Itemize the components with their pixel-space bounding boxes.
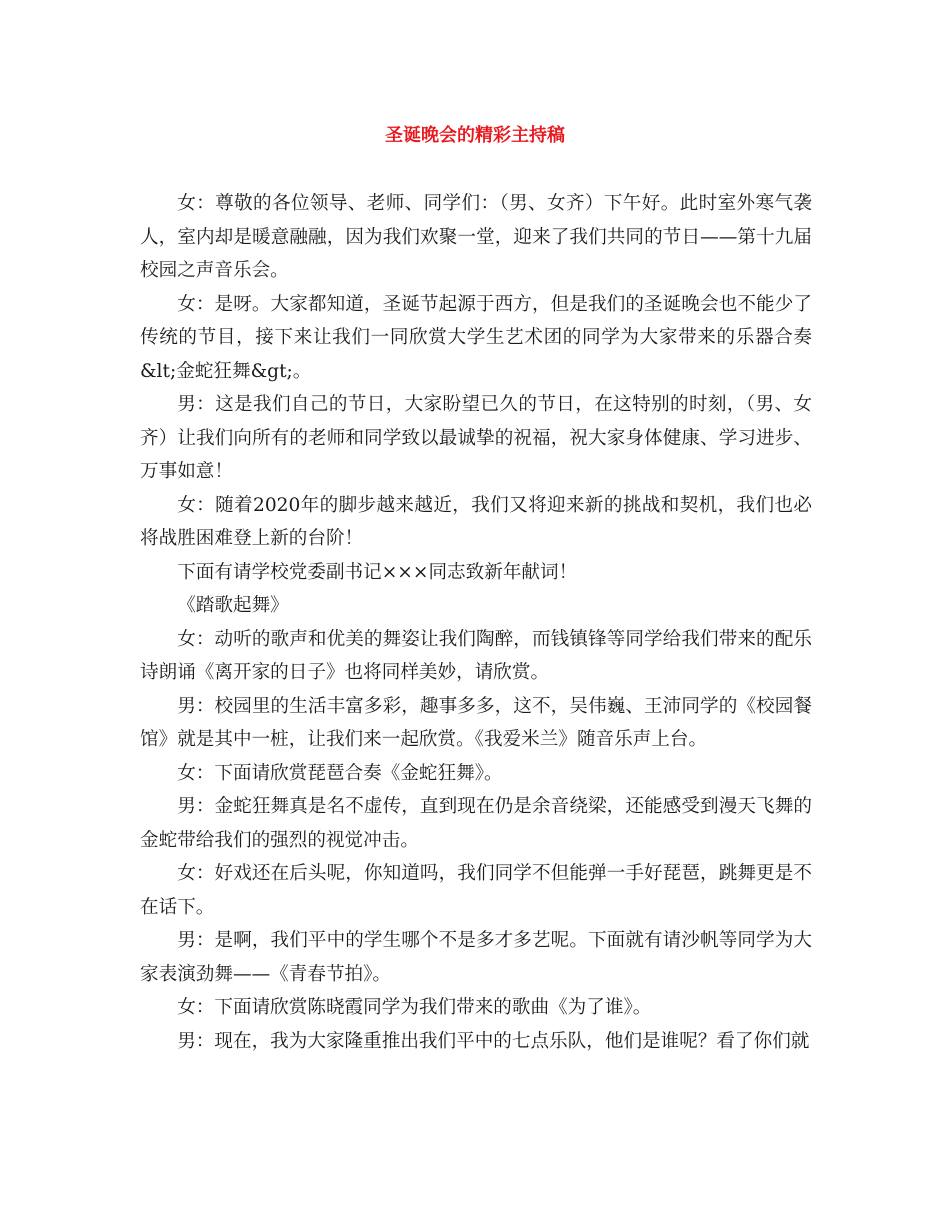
document-body — [140, 187, 812, 1058]
document-title: 圣诞晚会的精彩主持稿 — [385, 125, 565, 146]
paragraph: 女：下面请欣赏琵琶合奏《金蛇狂舞》。 — [177, 762, 503, 784]
paragraph: 女：尊敬的各位领导、老师、同学们：（男、女齐）下午好。此时室外寒气袭人，室内却是暖意融融，因为我们欢聚一堂，迎来了我们共同的节日——第十九届校园之声音乐会。 — [140, 193, 812, 281]
paragraph: 《踏歌起舞》 — [177, 595, 289, 616]
paragraph: 女：好戏还在后头呢，你知道吗，我们同学不但能弹一手好琵琶，跳舞更是不在话下。 — [140, 863, 812, 918]
paragraph: 男：校园里的生活丰富多彩，趣事多多，这不，吴伟巍、王沛同学的《校园餐馆》就是其中一桩，让我们来一起欣赏。《我爱米兰》随音乐声上台。 — [140, 695, 812, 750]
paragraph: 男：金蛇狂舞真是名不虚传，直到现在仍是余音绕梁，还能感受到漫天飞舞的金蛇带给我们的强烈的视觉冲击。 — [140, 796, 812, 851]
paragraph: 女：是呀。大家都知道，圣诞节起源于西方，但是我们的圣诞晚会也不能少了传统的节目，接下来让我们一同欣赏大学生艺术团的同学为大家带来的乐器合奏&lt;金蛇狂舞&gt;。 — [140, 293, 812, 382]
paragraph: 男：现在，我为大家隆重推出我们平中的七点乐队，他们是谁呢？看了你们就 — [177, 1030, 810, 1052]
paragraph: 女：随着2020年的脚步越来越近，我们又将迎来新的挑战和契机，我们也必将战胜困难登上新的台阶！ — [140, 494, 812, 549]
paragraph: 下面有请学校党委副书记×××同志致新年献词！ — [177, 561, 578, 583]
paragraph: 女：下面请欣赏陈晓霞同学为我们带来的歌曲《为了谁》。 — [177, 997, 652, 1018]
paragraph: 男：这是我们自己的节日，大家盼望已久的节日，在这特别的时刻，（男、女齐）让我们向所有的老师和同学致以最诚挚的祝福，祝大家身体健康、学习进步、万事如意！ — [140, 394, 812, 482]
paragraph: 女：动听的歌声和优美的舞姿让我们陶醉，而钱镇锋等同学给我们带来的配乐诗朗诵《离开家的日子》也将同样美妙，请欣赏。 — [140, 628, 812, 683]
paragraph: 男：是啊，我们平中的学生哪个不是多才多艺呢。下面就有请沙帆等同学为大家表演劲舞——《青春节拍》。 — [140, 930, 812, 985]
